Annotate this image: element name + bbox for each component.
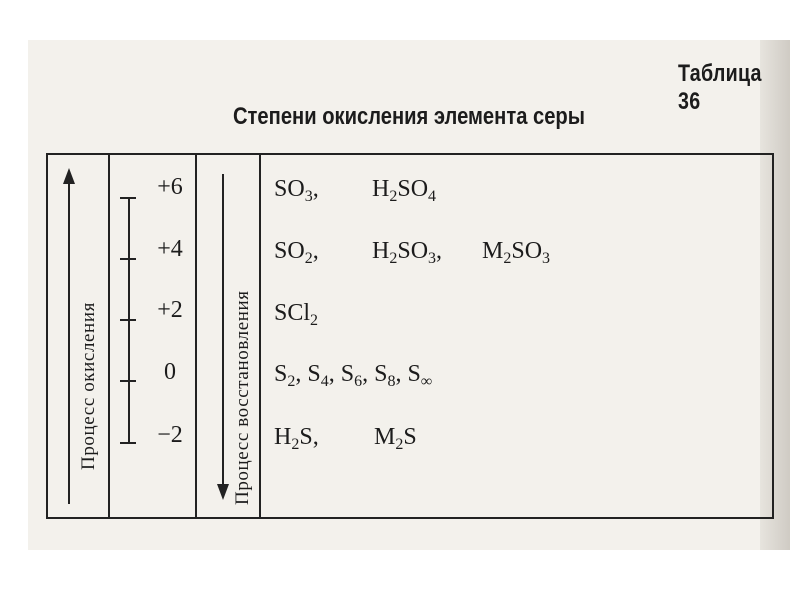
formula-text: , bbox=[436, 238, 443, 264]
scale-tick bbox=[120, 319, 136, 321]
formula bbox=[274, 424, 319, 451]
formula-text: , bbox=[312, 238, 319, 264]
formula-subscript: 4 bbox=[320, 373, 329, 390]
reduction-label: Процесс восстановления bbox=[232, 290, 253, 505]
oxidation-label: Процесс окисления bbox=[78, 302, 99, 470]
formula-subscript: 2 bbox=[287, 373, 296, 390]
formula-text: , S bbox=[395, 361, 421, 387]
formula bbox=[482, 238, 550, 265]
oxidation-state: +6 bbox=[157, 174, 183, 200]
formula-subscript: 3 bbox=[428, 250, 437, 267]
column-divider-1 bbox=[108, 153, 110, 519]
formula-subscript: 3 bbox=[304, 188, 313, 205]
formula-text: SO bbox=[511, 238, 543, 264]
scale-tick bbox=[120, 197, 136, 199]
formula-text: M bbox=[482, 238, 504, 264]
formula-subscript: 2 bbox=[503, 250, 512, 267]
formula-subscript: 3 bbox=[542, 250, 551, 267]
formula-subscript: 2 bbox=[304, 250, 313, 267]
reduction-arrow-head-icon bbox=[217, 484, 229, 500]
formula bbox=[372, 238, 442, 265]
formula bbox=[274, 238, 319, 265]
formula-text: SCl bbox=[274, 300, 311, 326]
oxidation-arrow-head-icon bbox=[63, 168, 75, 184]
formula-text: H bbox=[372, 238, 390, 264]
formula-text: S bbox=[403, 424, 417, 450]
table-title: Степени окисления элемента серы bbox=[233, 103, 585, 130]
formula-text: , bbox=[312, 176, 319, 202]
formula-text: , S bbox=[362, 361, 388, 387]
formula-text: SO bbox=[274, 176, 305, 202]
oxidation-arrow bbox=[68, 182, 70, 504]
formula-text: SO bbox=[274, 238, 305, 264]
table-number: Таблица 36 bbox=[678, 60, 762, 115]
formula-subscript: 6 bbox=[354, 373, 363, 390]
column-divider-3 bbox=[259, 153, 261, 519]
formula-subscript: 8 bbox=[387, 373, 396, 390]
formula-subscript: 2 bbox=[395, 436, 404, 453]
oxidation-state: 0 bbox=[164, 359, 176, 385]
formula-text: M bbox=[374, 424, 396, 450]
formula bbox=[372, 176, 436, 203]
formula-subscript: ∞ bbox=[420, 373, 433, 390]
table-frame bbox=[46, 153, 774, 519]
column-divider-2 bbox=[195, 153, 197, 519]
formula bbox=[374, 424, 417, 451]
formula-text: S bbox=[274, 361, 288, 387]
formula-text: H bbox=[372, 176, 390, 202]
scale-tick bbox=[120, 442, 136, 444]
formula bbox=[274, 300, 318, 327]
formula-text: , S bbox=[328, 361, 355, 387]
formula-text: SO bbox=[397, 176, 429, 202]
formula-text: S, bbox=[299, 424, 319, 450]
formula-subscript: 2 bbox=[291, 436, 300, 453]
scale-tick bbox=[120, 258, 136, 260]
oxidation-state: +4 bbox=[157, 236, 183, 262]
formula-text: H bbox=[274, 424, 292, 450]
formula-subscript: 4 bbox=[428, 188, 437, 205]
formula-text: , S bbox=[295, 361, 321, 387]
formula-text: SO bbox=[397, 238, 429, 264]
formula-subscript: 2 bbox=[389, 250, 398, 267]
formula bbox=[274, 176, 319, 203]
oxidation-state: +2 bbox=[157, 297, 183, 323]
reduction-arrow bbox=[222, 174, 224, 486]
scale-tick bbox=[120, 380, 136, 382]
formula-subscript: 2 bbox=[389, 188, 398, 205]
oxidation-state: −2 bbox=[157, 422, 183, 448]
formula-subscript: 2 bbox=[310, 312, 319, 329]
formula bbox=[274, 361, 432, 388]
